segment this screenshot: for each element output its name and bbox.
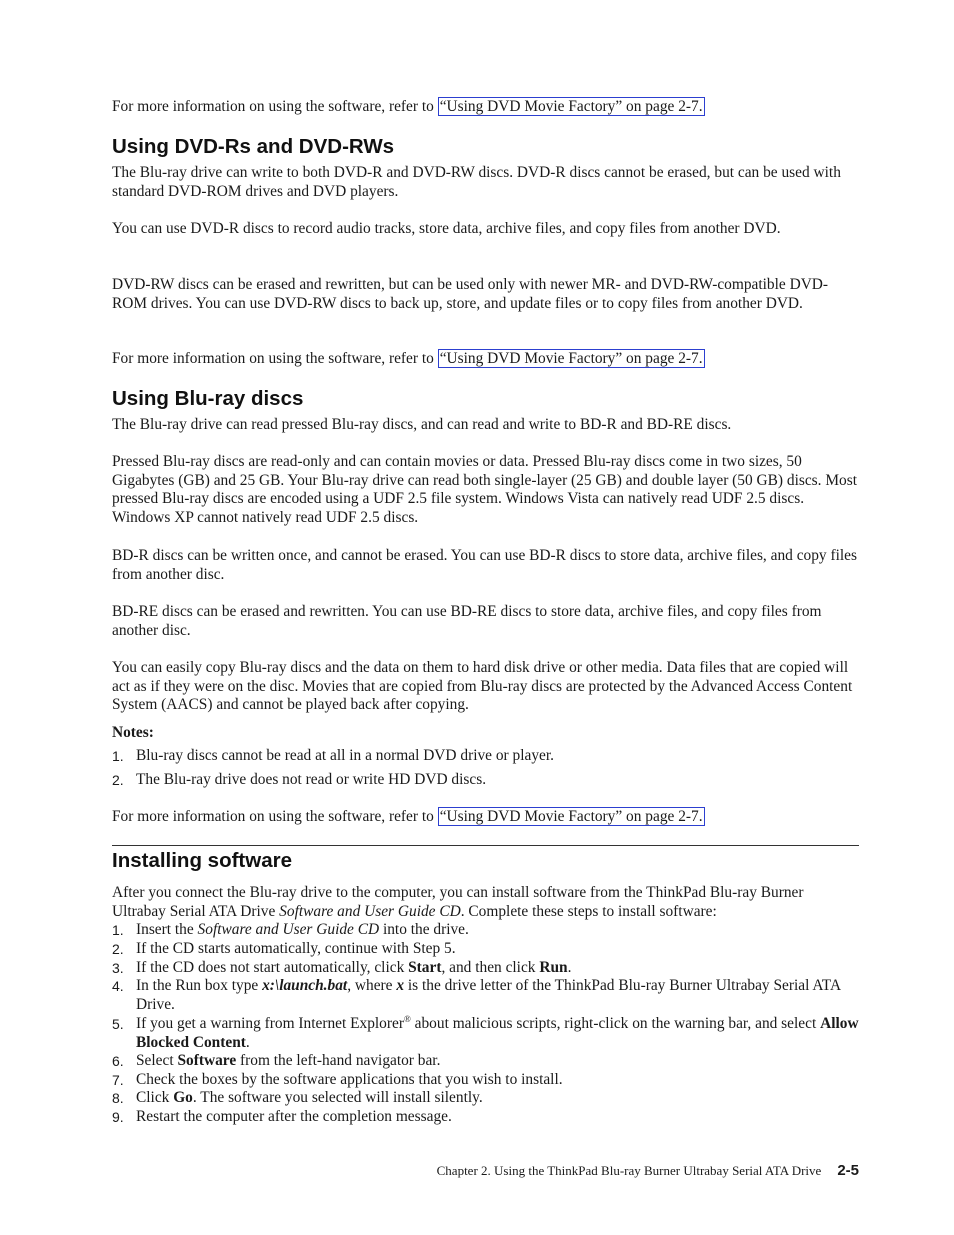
paragraph: The Blu-ray drive can read pressed Blu-ray discs, and can read and write to BD-R and BD-RE discs. xyxy=(112,416,732,433)
paragraph: BD-R discs can be written once, and cannot be erased. You can use BD-R discs to store data, archive files, and copy files from another disc. xyxy=(112,547,857,583)
step-item: 1. Insert the Software and User Guide CD into the drive. xyxy=(112,921,469,938)
heading-installing-software: Installing software xyxy=(112,849,292,872)
footer-chapter-title: Chapter 2. Using the ThinkPad Blu-ray Burner Ultrabay Serial ATA Drive xyxy=(436,1163,822,1178)
step-item: 2. If the CD starts automatically, continue with Step 5. xyxy=(112,940,456,957)
step-item: 3. If the CD does not start automatically, click Start, and then click Run. xyxy=(112,959,572,976)
paragraph: Pressed Blu-ray discs are read-only and can contain movies or data. Pressed Blu-ray discs come in two sizes, 50 Gigabytes (GB) and 25 GB. Your Blu-ray drive can read both single-layer (25 GB) and double layer (50 GB) discs. Most pressed Blu-ray discs are encoded using a UDF 2.5 file system. Windows Vista can natively read UDF 2.5 discs. Windows XP cannot natively read UDF 2.5 discs. xyxy=(112,453,858,527)
paragraph: You can use DVD-R discs to record audio tracks, store data, archive files, and copy files from another DVD. xyxy=(112,220,781,237)
step-item: 7. Check the boxes by the software applications that you wish to install. xyxy=(112,1071,563,1088)
notes-label: Notes: xyxy=(112,724,154,741)
heading-dvd-r-rw: Using DVD-Rs and DVD-RWs xyxy=(112,135,395,158)
section-divider xyxy=(112,845,859,846)
step-item: 4. In the Run box type x:\launch.bat, where x is the drive letter of the ThinkPad Blu-ray Burner Ultrabay Serial ATA Drive. xyxy=(112,977,841,1013)
heading-blu-ray-discs: Using Blu-ray discs xyxy=(112,387,304,410)
step-item: 6. Select Software from the left-hand navigator bar. xyxy=(112,1052,441,1069)
paragraph: DVD-RW discs can be erased and rewritten, but can be used only with newer MR- and DVD-RW-compatible DVD-ROM drives. You can use DVD-RW discs to back up, store, and update files or to copy files from another DVD. xyxy=(112,276,829,312)
paragraph-intro: After you connect the Blu-ray drive to the computer, you can install software from the ThinkPad Blu-ray Burner Ultrabay Serial ATA Drive Software and User Guide CD. Complete these steps to install software: xyxy=(112,884,804,920)
xref-link[interactable]: “Using DVD Movie Factory” on page 2-7. xyxy=(439,808,703,825)
xref-link[interactable]: “Using DVD Movie Factory” on page 2-7. xyxy=(439,350,703,367)
paragraph: The Blu-ray drive can write to both DVD-R and DVD-RW discs. DVD-R discs cannot be erased, but can be used with standard DVD-ROM drives and DVD players. xyxy=(112,164,841,200)
paragraph-top-reference: For more information on using the software, refer to “Using DVD Movie Factory” on page 2-7. xyxy=(112,98,703,115)
step-item: 5. If you get a warning from Internet Explorer® about malicious scripts, right-click on the warning bar, and select Allow Blocked Content. xyxy=(112,1013,859,1051)
paragraph-reference: For more information on using the software, refer to “Using DVD Movie Factory” on page 2-7. xyxy=(112,808,703,825)
note-item: 2. The Blu-ray drive does not read or write HD DVD discs. xyxy=(112,771,487,788)
paragraph: BD-RE discs can be erased and rewritten. You can use BD-RE discs to store data, archive files, and copy files from another disc. xyxy=(112,603,822,639)
paragraph: You can easily copy Blu-ray discs and the data on them to hard disk drive or other media. Data files that are copied will act as if they were on the disc. Movies that are copied from Blu-ray discs are protected by the Advanced Access Content System (AACS) and cannot be played back after copying. xyxy=(112,659,853,714)
page-footer xyxy=(437,1163,859,1179)
note-item: 1. Blu-ray discs cannot be read at all in a normal DVD drive or player. xyxy=(112,747,554,764)
page-number: 2-5 xyxy=(837,1162,859,1179)
xref-link[interactable]: “Using DVD Movie Factory” on page 2-7. xyxy=(439,98,703,115)
paragraph-reference: For more information on using the software, refer to “Using DVD Movie Factory” on page 2-7. xyxy=(112,350,703,367)
step-item: 8. Click Go. The software you selected will install silently. xyxy=(112,1089,483,1106)
step-item: 9. Restart the computer after the completion message. xyxy=(112,1108,452,1125)
